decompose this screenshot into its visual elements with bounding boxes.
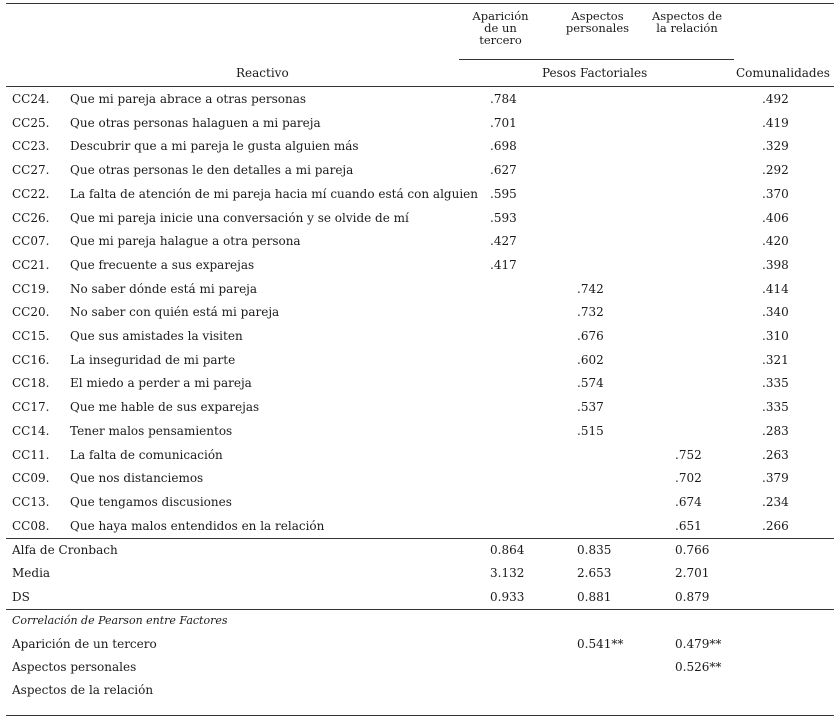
header-col3-line1: Aspectos de [651, 9, 723, 23]
table-row [6, 88, 834, 111]
item-text: Que mi pareja inicie una conversación y se olvide de mí [70, 210, 409, 225]
item-text: Que tengamos discusiones [70, 494, 232, 509]
loading-personales: .537 [577, 400, 604, 415]
item-code: CC26. [12, 210, 50, 225]
correlation-row [6, 633, 834, 656]
table-row [6, 278, 834, 301]
table-row [6, 183, 834, 206]
correlation-title: Correlación de Pearson entre Factores [12, 614, 228, 627]
header-reactivo: Reactivo [236, 66, 289, 80]
table-row [6, 372, 834, 395]
correlation-row [6, 679, 834, 702]
stat-personales: 0.835 [577, 543, 612, 557]
loading-personales: .602 [577, 352, 604, 367]
item-text: Tener malos pensamientos [70, 423, 233, 438]
item-code: CC20. [12, 305, 50, 320]
correlation-relacion: 0.526** [675, 660, 722, 674]
communality: .414 [762, 281, 789, 296]
header-col2-line2: personales [565, 21, 630, 35]
table-row [6, 467, 834, 490]
loading-personales: .676 [577, 329, 604, 343]
table-row [6, 230, 834, 253]
table-row [6, 515, 834, 538]
item-text: Descubrir que a mi pareja le gusta alguien más [70, 139, 359, 154]
item-code: CC14. [12, 423, 50, 438]
header-col3 [643, 10, 731, 34]
item-text: Que otras personas le den detalles a mi pareja [70, 163, 354, 178]
header-subrule [459, 59, 734, 60]
stats-row [6, 562, 834, 585]
item-text: Que me hable de sus exparejas [70, 400, 260, 415]
table-row [6, 254, 834, 277]
loading-relacion: .752 [675, 447, 702, 462]
item-code: CC17. [12, 400, 50, 415]
correlation-label: Aspectos de la relación [12, 683, 154, 697]
item-code: CC22. [12, 186, 50, 201]
loading-relacion: .651 [675, 518, 702, 533]
header-col1-line2: de un [484, 21, 517, 35]
table-row [6, 135, 834, 158]
table-row [6, 207, 834, 230]
stat-aparicion: 3.132 [490, 566, 525, 581]
item-code: CC23. [12, 139, 50, 154]
bottom-rule [6, 715, 834, 716]
stats-row [6, 539, 834, 562]
communality: .292 [762, 163, 789, 178]
table-row [6, 159, 834, 182]
item-text: Que mi pareja abrace a otras personas [70, 92, 307, 106]
item-code: CC13. [12, 494, 50, 509]
communality: .340 [762, 305, 789, 320]
communality: .370 [762, 186, 789, 201]
item-code: CC19. [12, 281, 50, 296]
item-code: CC08. [12, 518, 50, 533]
item-code: CC25. [12, 115, 50, 130]
header-col1-line1: Aparición [472, 9, 529, 23]
communality: .420 [762, 234, 789, 249]
stat-label: DS [12, 589, 30, 604]
table-row [6, 396, 834, 419]
communality: .329 [762, 139, 789, 154]
item-text: Que frecuente a sus exparejas [70, 257, 255, 272]
communality: .310 [762, 329, 789, 343]
communality: .419 [762, 115, 789, 130]
stat-relacion: 2.701 [675, 566, 710, 581]
stats-row [6, 586, 834, 609]
item-code: CC24. [12, 92, 50, 106]
item-code: CC18. [12, 376, 50, 391]
stat-label: Alfa de Cronbach [12, 543, 118, 557]
communality: .379 [762, 471, 789, 486]
header-pesos-factoriales: Pesos Factoriales [542, 66, 648, 80]
item-code: CC07. [12, 234, 50, 249]
item-text: Que mi pareja halague a otra persona [70, 234, 301, 249]
correlation-label: Aspectos personales [12, 660, 137, 674]
communality: .263 [762, 447, 789, 462]
communality: .335 [762, 400, 789, 415]
communality: .321 [762, 352, 789, 367]
stat-personales: 2.653 [577, 566, 612, 581]
item-text: Que haya malos entendidos en la relación [70, 518, 325, 533]
table-row [6, 444, 834, 467]
communality: .266 [762, 518, 789, 533]
loading-personales: .742 [577, 281, 604, 296]
loading-aparicion: .427 [490, 234, 517, 249]
item-text: La inseguridad de mi parte [70, 352, 236, 367]
stat-relacion: 0.766 [675, 543, 710, 557]
communality: .492 [762, 92, 789, 106]
table-row [6, 349, 834, 372]
loading-personales: .574 [577, 376, 604, 391]
header-col1-line3: tercero [479, 33, 522, 47]
stat-relacion: 0.879 [675, 589, 710, 604]
header-col2-line1: Aspectos [571, 9, 624, 23]
communality: .234 [762, 494, 789, 509]
correlation-row [6, 656, 834, 679]
stat-aparicion: 0.864 [490, 543, 525, 557]
loading-aparicion: .417 [490, 257, 517, 272]
stat-label: Media [12, 566, 51, 581]
item-text: La falta de atención de mi pareja hacia mí cuando está con alguien [70, 186, 478, 201]
table-row [6, 325, 834, 348]
loading-aparicion: .593 [490, 210, 517, 225]
communality: .283 [762, 423, 789, 438]
header-col3-line2: la relación [656, 21, 718, 35]
correlation-label: Aparición de un tercero [12, 637, 157, 651]
correlation-title-row [6, 610, 834, 632]
header-col2 [555, 10, 640, 34]
item-code: CC16. [12, 352, 50, 367]
loading-aparicion: .627 [490, 163, 517, 178]
communality: .406 [762, 210, 789, 225]
item-text: No saber dónde está mi pareja [70, 281, 258, 296]
header-comunalidades: Comunalidades [736, 66, 830, 80]
item-text: No saber con quién está mi pareja [70, 305, 280, 320]
communality: .398 [762, 257, 789, 272]
item-text: Que nos distanciemos [70, 471, 204, 486]
item-code: CC09. [12, 471, 50, 486]
correlation-personales: 0.541** [577, 637, 624, 651]
item-text: Que otras personas halaguen a mi pareja [70, 115, 321, 130]
table-row [6, 491, 834, 514]
item-code: CC21. [12, 257, 50, 272]
stat-aparicion: 0.933 [490, 589, 525, 604]
header-col1 [463, 10, 538, 46]
communality: .335 [762, 376, 789, 391]
item-text: Que sus amistades la visiten [70, 329, 243, 343]
item-code: CC15. [12, 329, 50, 343]
loading-aparicion: .595 [490, 186, 517, 201]
header-bottom-rule [6, 86, 834, 87]
table-row [6, 420, 834, 443]
loading-personales: .515 [577, 423, 604, 438]
loading-relacion: .702 [675, 471, 702, 486]
loading-aparicion: .784 [490, 92, 517, 106]
item-text: La falta de comunicación [70, 447, 223, 462]
item-code: CC27. [12, 163, 50, 178]
table-row [6, 301, 834, 324]
table-row [6, 112, 834, 135]
top-rule [6, 3, 834, 4]
loading-aparicion: .698 [490, 139, 517, 154]
correlation-relacion: 0.479** [675, 637, 722, 651]
stat-personales: 0.881 [577, 589, 612, 604]
loading-aparicion: .701 [490, 115, 517, 130]
item-text: El miedo a perder a mi pareja [70, 376, 252, 391]
loading-personales: .732 [577, 305, 604, 320]
loading-relacion: .674 [675, 494, 702, 509]
item-code: CC11. [12, 447, 50, 462]
